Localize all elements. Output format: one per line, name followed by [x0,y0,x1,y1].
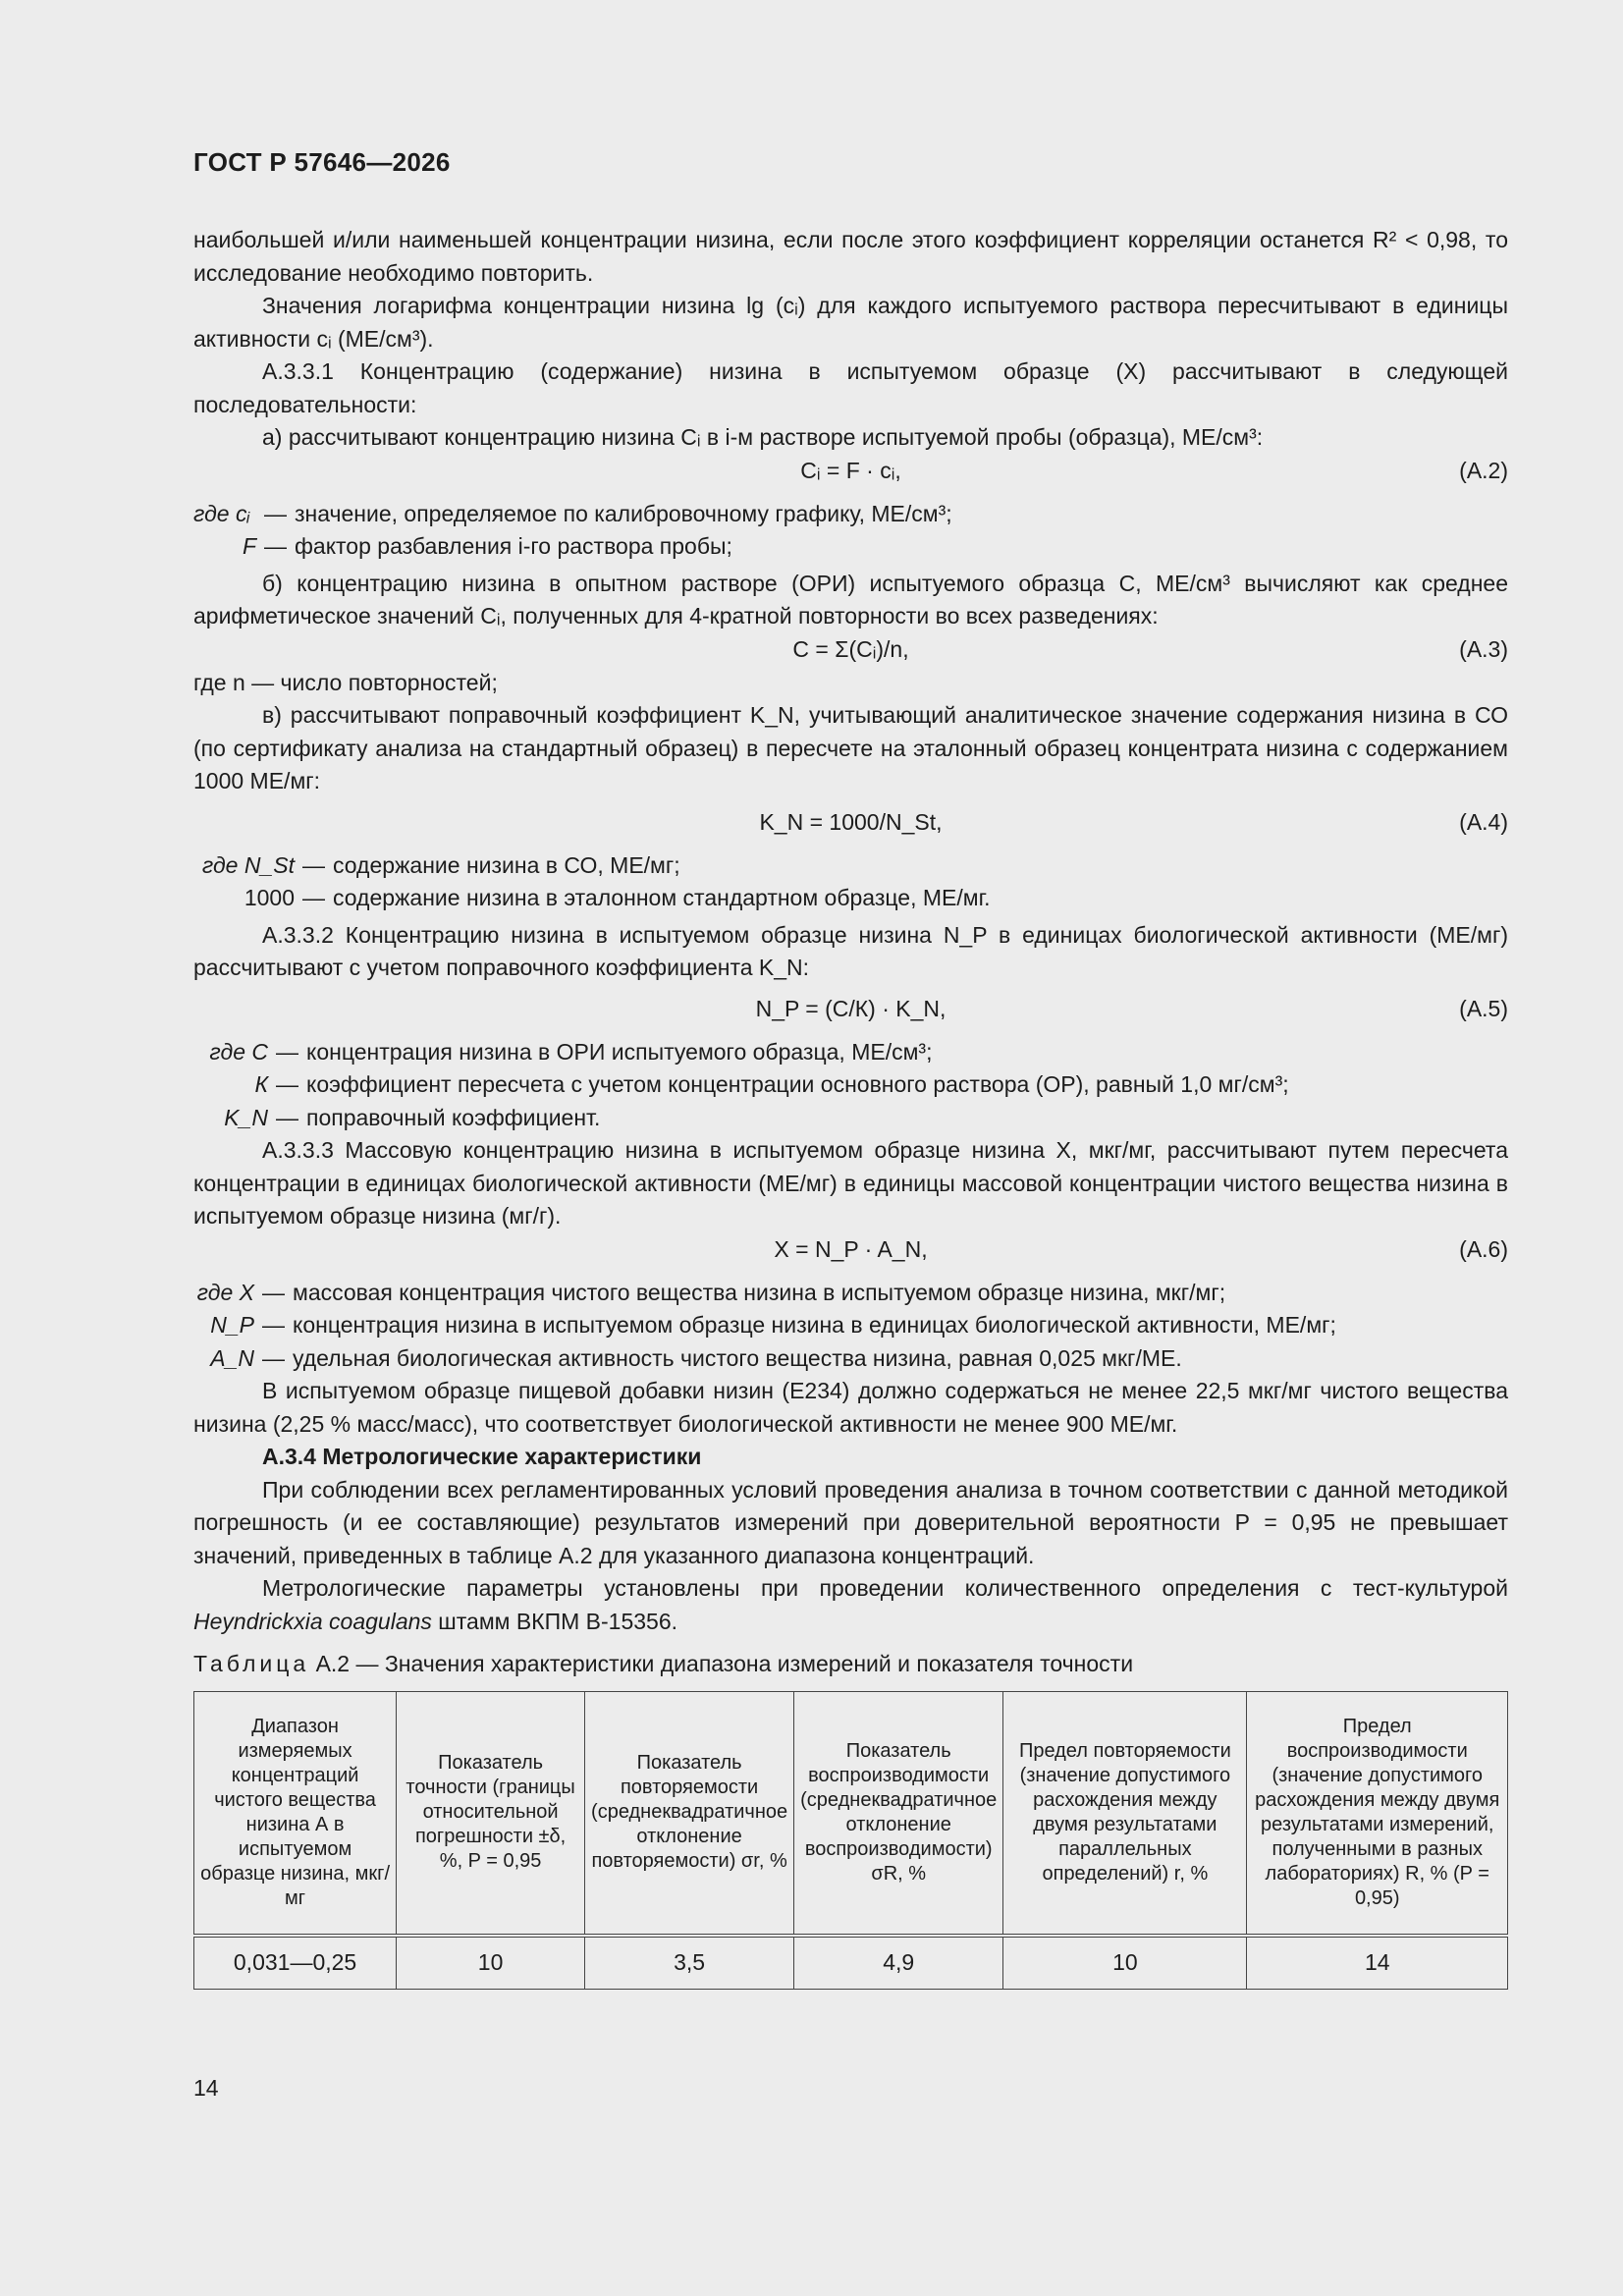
definition-text: фактор разбавления i-го раствора пробы; [295,533,732,559]
definition-text: массовая концентрация чистого вещества низина в испытуемом образце низина, мкг/мг; [293,1279,1226,1305]
paragraph-text: штамм ВКПМ В-15356. [438,1608,677,1634]
table-row [194,1936,1508,1990]
definition-symbol: где С [209,1038,268,1065]
paragraph: в) рассчитывают поправочный коэффициент K_N, учитывающий аналитическое значение содержания низина в СО (по сертификату анализа на стандартный образец) в пересчете на эталонный образец концентрата низина с содержанием 1000 МЕ/мг: [193,702,1508,793]
definition-text: концентрация низина в испытуемом образце низина в единицах биологической активности, МЕ/мг; [293,1312,1336,1338]
paragraph: А.3.3.1 Концентрацию (содержание) низина в испытуемом образце (X) рассчитывают в следующей последовательности: [193,358,1508,417]
formula-text: K_N = 1000/N_St, [759,808,943,835]
definition-item: K_N — поправочный коэффициент. [193,1102,1508,1135]
definition-item: где X — массовая концентрация чистого вещества низина в испытуемом образце низина, мкг/мг; [193,1277,1508,1310]
paragraph-text: Метрологические параметры установлены при проведении количественного определения с тест-культурой [262,1575,1508,1601]
definition-symbol: K_N [224,1104,268,1130]
table-header-cell: Показатель повторяемости (среднеквадратичное отклонение повторяемости) σr, % [585,1691,794,1936]
definition-symbol: К [254,1071,268,1097]
formula-a2 [193,455,1508,488]
page-number: 14 [193,2075,219,2101]
formula-text: Cᵢ = F · cᵢ, [800,457,901,483]
definition-symbol: A_N [210,1344,254,1371]
definition-text: содержание низина в эталонном стандартном образце, МЕ/мг. [333,885,991,910]
metrology-table [193,1691,1508,1990]
definition-text: содержание низина в СО, МЕ/мг; [333,851,680,878]
formula-number: (А.6) [1459,1235,1508,1262]
definition-item: A_N — удельная биологическая активность чистого вещества низина, равная 0,025 мкг/МЕ. [193,1342,1508,1376]
formula-number: (А.3) [1459,635,1508,662]
paragraph: А.3.3.3 Массовую концентрацию низина в испытуемом образце низина X, мкг/мг, рассчитывают путем пересчета концентрации в единицах биологической активности (МЕ/мг) в единицы массовой концентрации чистого вещества низина в испытуемом образце низина (мг/г). [193,1137,1508,1229]
definitions-a4 [193,849,1508,915]
definition-item: где N_St — содержание низина в СО, МЕ/мг; [193,849,1508,883]
formula-number: (А.4) [1459,808,1508,835]
formula-text: X = N_P · A_N, [774,1235,928,1262]
definition-symbol: где X [196,1279,254,1305]
formula-number: (А.5) [1459,995,1508,1021]
paragraph: Значения логарифма концентрации низина lg (cᵢ) для каждого испытуемого раствора пересчитывают в единицы активности cᵢ (МЕ/см³). [193,293,1508,352]
table-cell: 3,5 [585,1936,794,1990]
paragraph: При соблюдении всех регламентированных условий проведения анализа в точном соответствии с данной методикой погрешность (и ее составляющие) результатов измерений при доверительной вероятности P = 0,95 не превышает значений, приведенных в таблице А.2 для указанного диапазона концентраций. [193,1476,1508,1568]
species-name: Heyndrickxia coagulans [193,1608,432,1634]
definition-symbol: где N_St [201,851,295,878]
table-caption-word: Таблица [193,1651,310,1676]
paragraph: А.3.3.2 Концентрацию низина в испытуемом образце низина N_P в единицах биологической активности (МЕ/мг) рассчитывают с учетом поправочного коэффициента K_N: [193,921,1508,980]
definition-item: 1000 — содержание низина в эталонном стандартном образце, МЕ/мг. [193,882,1508,915]
table-cell: 14 [1247,1936,1508,1990]
table-header-cell: Предел воспроизводимости (значение допустимого расхождения между двумя результатами измерений, полученными в разных лабораториях) R, % (P = 0,95) [1247,1691,1508,1936]
definition-text: удельная биологическая активность чистого вещества низина, равная 0,025 мкг/МЕ. [293,1344,1182,1371]
definition-item: К — коэффициент пересчета с учетом концентрации основного раствора (ОР), равный 1,0 мг/см³; [193,1068,1508,1102]
definition-item: где С — концентрация низина в ОРИ испытуемого образца, МЕ/см³; [193,1036,1508,1069]
definition-text: коэффициент пересчета с учетом концентрации основного раствора (ОР), равный 1,0 мг/см³; [306,1071,1289,1097]
definition-item: N_P — концентрация низина в испытуемом образце низина в единицах биологической активности, МЕ/мг; [193,1309,1508,1342]
table-header-cell: Показатель воспроизводимости (среднеквадратичное отклонение воспроизводимости) σR, % [794,1691,1003,1936]
definition-item: F — фактор разбавления i-го раствора пробы; [193,530,1508,564]
formula-text: С = Σ(Cᵢ)/n, [792,635,909,662]
document-header: ГОСТ Р 57646—2026 [193,147,451,177]
paragraph: В испытуемом образце пищевой добавки низин (Е234) должно содержаться не менее 22,5 мкг/мг чистого вещества низина (2,25 % масс/масс), что соответствует биологической активности не менее 900 МЕ/мг. [193,1378,1508,1437]
paragraph: наибольшей и/или наименьшей концентрации низина, если после этого коэффициент корреляции останется R² < 0,98, то исследование необходимо повторить. [193,227,1508,286]
paragraph: а) рассчитывают концентрацию низина Cᵢ в i-м растворе испытуемой пробы (образца), МЕ/см³: [262,424,1264,450]
formula-text: N_P = (С/К) · K_N, [755,995,947,1021]
table-header-row [194,1691,1508,1936]
definition-text: поправочный коэффициент. [306,1104,601,1130]
section-heading: А.3.4 Метрологические характеристики [262,1444,702,1469]
formula-a5 [193,993,1508,1026]
formula-a6 [193,1233,1508,1267]
paragraph: б) концентрацию низина в опытном растворе (ОРИ) испытуемого образца С, МЕ/см³ вычисляют как среднее арифметическое значений Cᵢ, полученных для 4-кратной повторности во всех разведениях: [193,570,1508,629]
definition-symbol: N_P [210,1312,254,1338]
definition-symbol: 1000 [243,885,295,910]
table-caption [193,1648,1508,1681]
formula-a4 [193,806,1508,840]
table-caption-text: А.2 — Значения характеристики диапазона измерений и показателя точности [315,1651,1134,1676]
definition-symbol: где cᵢ [193,500,250,526]
definition-line: где n — число повторностей; [193,669,498,695]
table-cell: 10 [397,1936,585,1990]
table-header-cell: Диапазон измеряемых концентраций чистого вещества низина А в испытуемом образце низина, мкг/мг [194,1691,397,1936]
table-cell: 0,031—0,25 [194,1936,397,1990]
formula-a3 [193,633,1508,667]
definition-item: где cᵢ — значение, определяемое по калибровочному графику, МЕ/см³; [193,498,1508,531]
formula-number: (А.2) [1459,457,1508,483]
paragraph [193,1572,1508,1638]
table-header-cell: Предел повторяемости (значение допустимого расхождения между двумя результатами параллельных определений) r, % [1003,1691,1247,1936]
table-header-cell: Показатель точности (границы относительной погрешности ±δ, %, P = 0,95 [397,1691,585,1936]
definitions-a5 [193,1036,1508,1135]
table-cell: 4,9 [794,1936,1003,1990]
definition-symbol: F [242,533,256,559]
document-body [193,224,1508,1990]
definition-text: концентрация низина в ОРИ испытуемого образца, МЕ/см³; [306,1038,933,1065]
table-cell: 10 [1003,1936,1247,1990]
definitions-a2 [193,498,1508,564]
definitions-a6 [193,1277,1508,1376]
definition-text: значение, определяемое по калибровочному графику, МЕ/см³; [295,500,952,526]
